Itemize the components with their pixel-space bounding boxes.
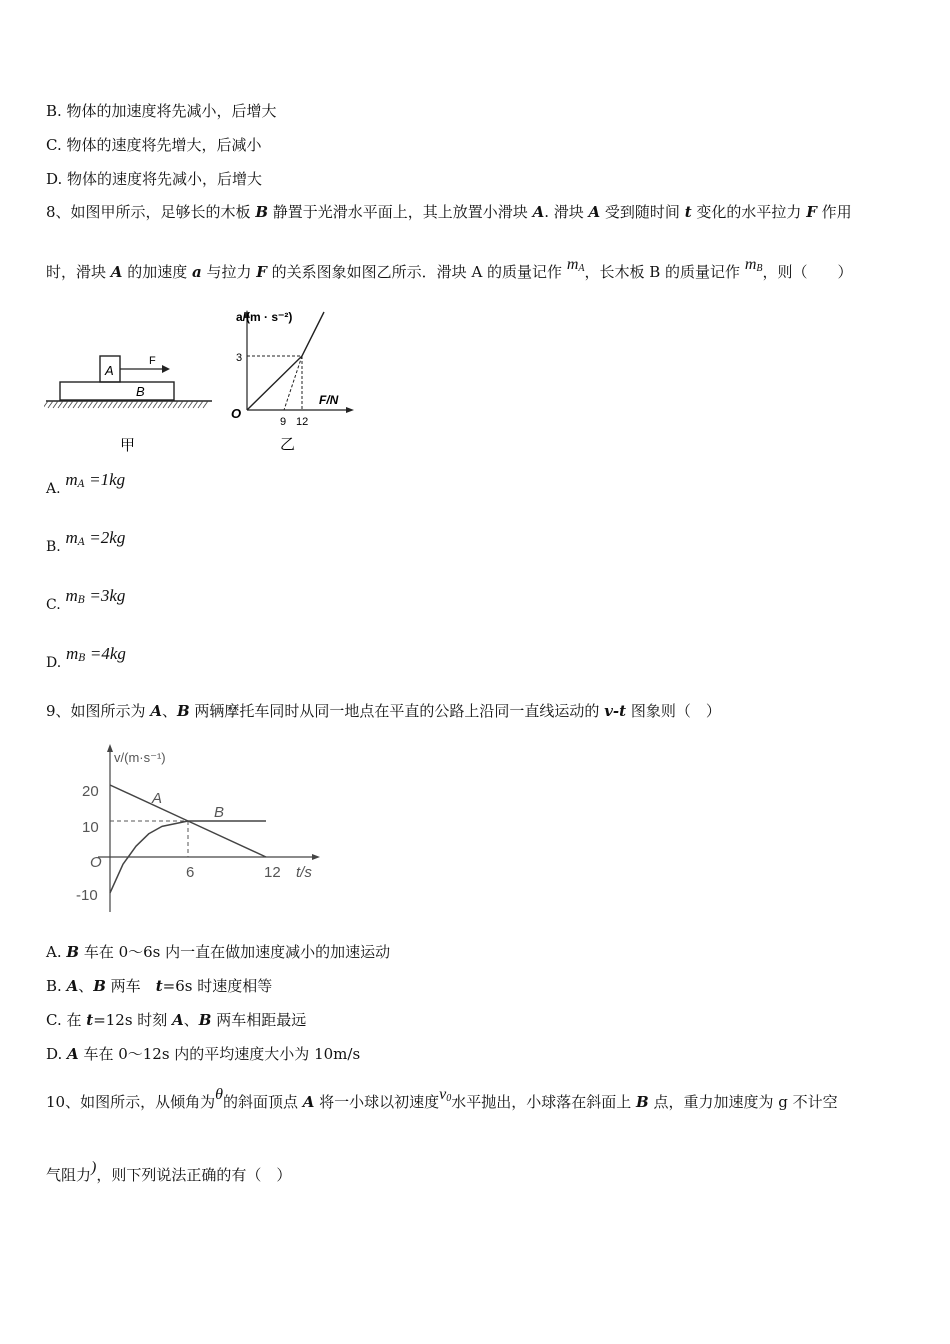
hatch-stroke [158,401,163,408]
vt-y-tick-20: 20 [82,783,99,800]
vt-x-tick-12: 12 [264,864,281,881]
ground-hatch [44,401,208,408]
q8-option-b: B. $m_A =2kg$ [46,528,126,555]
q9-option-c: C. 在 t=12s 时刻 A、B 两车相距最远 [46,1011,307,1029]
hatch-stroke [63,401,68,408]
q7-option-c: C. 物体的速度将先增大，后减小 [46,136,262,154]
theta-symbol: θ [215,1086,223,1103]
hatch-stroke [83,401,88,408]
board-b-label: B [136,384,145,399]
hatch-stroke [123,401,128,408]
mass-b-symbol: $m_B$ [744,256,763,274]
hatch-stroke [128,401,133,408]
q8-option-a: A. $m_A =1kg$ [46,470,126,497]
q10-stem-line2: 气阻力)，则下列说法正确的有（ ） [46,1159,292,1184]
vt-series-a-label: A [152,790,163,807]
vt-x-label: t/s [296,864,312,881]
hatch-stroke [108,401,113,408]
yi-x-tick-9: 9 [280,416,287,428]
hatch-stroke [168,401,173,408]
yi-x-label: F/N [319,393,339,407]
q7-option-b: B. 物体的加速度将先减小，后增大 [46,102,277,120]
hatch-stroke [173,401,178,408]
hatch-stroke [153,401,158,408]
q7-option-d: D. 物体的速度将先减小，后增大 [46,170,263,188]
hatch-stroke [163,401,168,408]
hatch-stroke [183,401,188,408]
force-label: F [149,355,156,367]
q9-option-a: A. B 车在 0～6s 内一直在做加速度减小的加速运动 [46,943,391,961]
hatch-stroke [68,401,73,408]
q8-option-d: D. $m_B =4kg$ [46,644,126,671]
hatch-stroke [138,401,143,408]
yi-x-tick-12: 12 [296,416,309,428]
vt-y-arrow [107,744,113,752]
hatch-stroke [143,401,148,408]
figure-jia [44,344,216,456]
v0-symbol: $v_0$ [439,1086,452,1104]
hatch-stroke [188,401,193,408]
yi-graph-line [247,312,324,410]
vt-chart [76,740,336,920]
yi-y-label: a/(m · s⁻²) [236,310,293,324]
mass-a-symbol: $m_A$ [566,256,585,274]
hatch-stroke [78,401,83,408]
vt-x-arrow [312,854,320,860]
hatch-stroke [58,401,63,408]
yi-y-tick-3: 3 [236,352,243,364]
hatch-stroke [193,401,198,408]
yi-x-arrow [346,407,354,413]
hatch-stroke [88,401,93,408]
q8-stem-line1: 8、如图甲所示，足够长的木板 B 静置于光滑水平面上，其上放置小滑块 A. 滑块 A 受到随时间 t 变化的水平拉力 F 作用 [46,203,852,221]
hatch-stroke [53,401,58,408]
hatch-stroke [148,401,153,408]
figure-jia-caption: 甲 [120,437,136,454]
hatch-stroke [93,401,98,408]
hatch-stroke [178,401,183,408]
vt-y-tick-neg10: -10 [76,887,98,904]
q10-stem-line1: 10、如图所示，从倾角为θ的斜面顶点 A 将一小球以初速度$v_0$水平抛出，小球落在斜面上 B 点，重力加速度为 g 不计空 [46,1086,838,1111]
block-a-label: A [105,363,114,378]
hatch-stroke [118,401,123,408]
hatch-stroke [113,401,118,408]
q8-stem-line2: 时，滑块 A 的加速度 a 与拉力 F 的关系图象如图乙所示．滑块 A 的质量记作 $m_A$，长木板 B 的质量记作 $m_B$，则（ ） [46,256,853,281]
force-arrow-head [162,365,170,373]
yi-origin: O [231,406,242,421]
hatch-stroke [103,401,108,408]
q9-option-b: B. A、B 两车 t=6s 时速度相等 [46,977,273,995]
hatch-stroke [98,401,103,408]
figure-yi-caption: 乙 [280,436,296,453]
board-b [60,382,174,400]
vt-x-tick-6: 6 [186,864,195,881]
vt-series-b-label: B [214,804,225,821]
vt-y-tick-10: 10 [82,819,99,836]
hatch-stroke [133,401,138,408]
vt-origin: O [90,854,102,871]
figure-yi [226,306,366,454]
hatch-stroke [203,401,208,408]
hatch-stroke [198,401,203,408]
q9-stem: 9、如图所示为 A、B 两辆摩托车同时从同一地点在平直的公路上沿同一直线运动的 v-t 图象则（ ） [46,702,721,720]
q9-option-d: D. A 车在 0～12s 内的平均速度大小为 10m/s [46,1045,361,1063]
vt-chart-axes [98,744,320,912]
q8-option-c: C. $m_B =3kg$ [46,586,126,613]
hatch-stroke [48,401,53,408]
hatch-stroke [44,401,48,408]
hatch-stroke [73,401,78,408]
vt-y-label: v/(m·s⁻¹) [114,750,166,765]
